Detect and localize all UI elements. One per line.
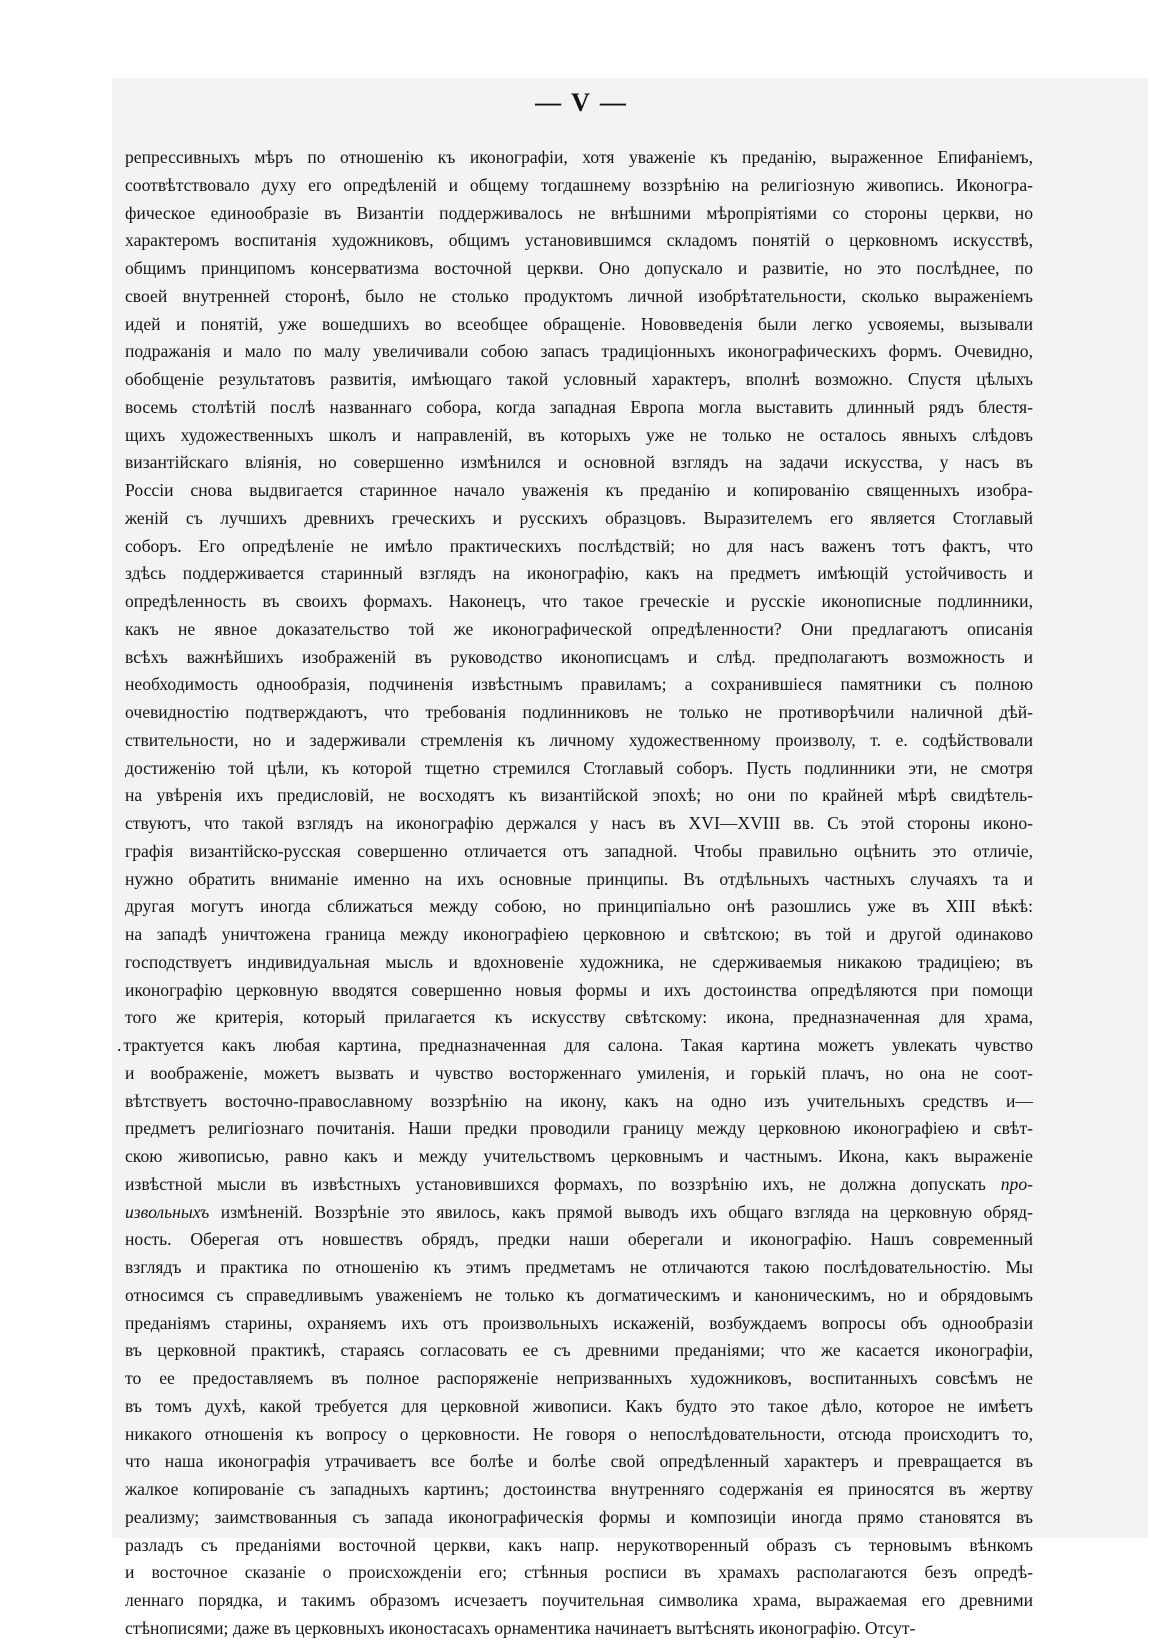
text-line: соотвѣтствовало духу его опредѣленій и общему тогдашнему воззрѣнію на религіозную живопись. Иконогра- <box>125 174 1033 195</box>
text-line: стѣнописями; даже въ церковныхъ иконостасахъ орнаментика начинаетъ вытѣснять иконографію. Отсут- <box>125 1617 916 1638</box>
text-line <box>125 1171 1033 1199</box>
text-line: преданіямъ старины, охраняемъ ихъ отъ произвольныхъ искаженій, возбуждаемъ вопросы объ однообразіи <box>125 1312 1033 1333</box>
text-line: какъ не явное доказательство той же иконографической опредѣленности? Они предлагаютъ описанія <box>125 618 1033 639</box>
text-line: относимся съ справедливымъ уваженіемъ не только къ догматическимъ и каноническимъ, но и обрядовымъ <box>125 1284 1033 1305</box>
text-line: никакого отношенія къ вопросу о церковности. Не говоря о непослѣдовательности, отсюда происходитъ то, <box>125 1423 1033 1444</box>
text-line: графія византійско-русская совершенно отличается отъ западной. Чтобы правильно оцѣнить это отличіе, <box>125 840 1033 861</box>
text-line: на увѣренія ихъ предисловій, не восходятъ къ византійской эпохѣ; но они по крайней мѣрѣ свидѣтель- <box>125 785 1033 806</box>
text-line: скою живописью, равно какъ и между учительствомъ церковнымъ и частнымъ. Икона, какъ выраженіе <box>125 1146 1033 1166</box>
text-line: опредѣленность въ своихъ формахъ. Наконецъ, что такое греческіе и русскіе иконописные подлинники, <box>125 591 1033 611</box>
text-line: репрессивныхъ мѣръ по отношенію къ иконографіи, хотя уваженіе къ преданію, выраженное Епифаніемъ, <box>125 147 1033 167</box>
text-line: женій съ лучшихъ древнихъ греческихъ и русскихъ образцовъ. Выразителемъ его является Стоглавый <box>125 507 1033 528</box>
text-line-main: измѣненій. Воззрѣніе это явилось, какъ прямой выводъ ихъ общаго взгляда на церковную обряд- <box>220 1201 1033 1222</box>
text-line: въ томъ духѣ, какой требуется для церковной живописи. Какъ будто это такое дѣло, которое не имѣетъ <box>125 1395 1033 1416</box>
text-line: вѣтствуетъ восточно-православному воззрѣнію на икону, какъ на одно изъ учительныхъ средствъ и— <box>125 1090 1033 1111</box>
text-line: ствительности, но и задерживали стремленія къ личному художественному произволу, т. е. содѣйствовали <box>125 729 1033 750</box>
text-line: общимъ принципомъ консерватизма восточной церкви. Оно допускало и развитіе, но это послѣднее, по <box>125 258 1033 278</box>
text-line: того же критерія, который прилагается къ искусству свѣтскому: икона, предназначенная для храма, <box>125 1007 1033 1028</box>
text-line: леннаго порядка, и такимъ образомъ исчезаетъ поучительная символика храма, выражаемая его древними <box>125 1590 1033 1610</box>
text-line: достиженію той цѣли, къ которой тщетно стремился Стоглавый соборъ. Пусть подлинники эти, не смотря <box>125 757 1033 778</box>
text-line: обобщеніе результатовъ развитія, имѣющаго такой условный характеръ, вполнѣ возможно. Спустя цѣлыхъ <box>125 369 1033 389</box>
text-line: здѣсь поддерживается старинный взглядъ на иконографію, какъ на предметъ имѣющій устойчивость и <box>125 563 1033 584</box>
text-line: идей и понятій, уже вошедшихъ во всеобщее обращеніе. Нововведенія были легко усвояемы, вызывали <box>125 313 1033 334</box>
text-line: реализму; заимствованныя съ запада иконографическія формы и композиціи иногда прямо становятся въ <box>125 1506 1033 1527</box>
text-line: подражанія и мало по малу увеличивали собою запасъ традиціонныхъ иконографическихъ формъ. Очевидно, <box>125 341 1033 362</box>
text-line: господствуетъ индивидуальная мысль и вдохновеніе художника, не сдерживаемыя никакою традиціею; въ <box>125 951 1033 972</box>
text-line: жалкое копированіе съ западныхъ картинъ; достоинства внутренняго содержанія ея приносятся въ жертву <box>125 1479 1033 1499</box>
text-line: фическое единообразіе въ Византіи поддерживалось не внѣшними мѣропріятіями со стороны церкви, но <box>125 202 1033 223</box>
text-line: что наша иконографія утрачиваетъ все болѣе и болѣе свой опредѣленный характеръ и превращается въ <box>125 1451 1033 1472</box>
text-line: въ церковной практикѣ, стараясь согласовать ее съ древними преданіями; что же касается иконографіи, <box>125 1340 1033 1361</box>
text-line: Россіи снова выдвигается старинное начало уваженія къ преданію и копированію священныхъ изобра- <box>125 480 1033 500</box>
text-line: иконографію церковную вводятся совершенно новыя формы и ихъ достоинства опредѣляются при помощи <box>125 979 1033 1000</box>
page-number: — V — <box>535 88 628 117</box>
text-line: предметъ религіознаго почитанія. Наши предки проводили границу между церковною иконографіею и свѣт- <box>125 1118 1033 1139</box>
text-line: характеромъ воспитанія художниковъ, общимъ установившимся складомъ понятій о церковномъ искусствѣ, <box>125 230 1033 251</box>
text-line: другая могутъ иногда сближаться между собою, но принципіально онѣ разошлись уже въ XIII вѣкѣ: <box>125 896 1033 917</box>
text-line: и воображеніе, можетъ вызвать и чувство восторженнаго умиленія, и горькій плачъ, но она не соот- <box>125 1062 1033 1083</box>
text-line: очевидностію подтверждаютъ, что требованія подлинниковъ не только не противорѣчили наличной дѣй- <box>125 702 1033 722</box>
text-line: восемь столѣтій послѣ названнаго собора, когда западная Европа могла выставить длинный рядъ блестя- <box>125 396 1033 417</box>
text-line: нужно обратить вниманіе именно на ихъ основные принципы. Въ отдѣльныхъ частныхъ случаяхъ та и <box>125 868 1033 889</box>
text-line: взглядъ и практика по отношенію къ этимъ предметамъ не отличаются такою послѣдовательностію. Мы <box>125 1257 1033 1277</box>
text-line: соборъ. Его опредѣленіе не имѣло практическихъ послѣдствій; но для насъ важенъ тотъ фактъ, что <box>125 535 1033 556</box>
text-line: всѣхъ важнѣйшихъ изображеній въ руководство иконописцамъ и слѣд. предполагаютъ возможность и <box>125 646 1033 667</box>
text-line-main: извѣстной мысли въ извѣстныхъ установившихся формахъ, по воззрѣнію ихъ, не должна допускать <box>125 1173 986 1194</box>
text-line: на западѣ уничтожена граница между иконографіею церковною и свѣтскою; въ той и другой одинаково <box>125 924 1033 944</box>
italic-word: извольныхъ <box>125 1201 210 1222</box>
text-line: ствуютъ, что такой взглядъ на иконографію держался у насъ въ XVI—XVIII вв. Съ этой стороны иконо- <box>125 813 1033 833</box>
text-line: разладъ съ преданіями восточной церкви, какъ напр. нерукотворенный образъ съ терновымъ вѣнкомъ <box>125 1534 1033 1555</box>
text-line: своей внутренней сторонѣ, было не столько продуктомъ личной изобрѣтательности, сколько выраженіемъ <box>125 285 1033 306</box>
text-line: щихъ художественныхъ школъ и направленій, въ которыхъ уже не только не осталось явныхъ слѣдовъ <box>125 424 1033 445</box>
text-line <box>125 1199 1033 1227</box>
body-text <box>125 144 1033 1643</box>
italic-word: про- <box>1000 1173 1033 1194</box>
text-line: византійскаго вліянія, но совершенно измѣнился и основной взглядъ на задачи искусства, у насъ въ <box>125 452 1033 473</box>
text-line: и восточное сказаніе о происхожденіи его; стѣнныя росписи въ храмахъ располагаются безъ опредѣ- <box>125 1562 1033 1583</box>
text-line: ность. Оберегая отъ новшествъ обрядъ, предки наши оберегали и иконографію. Нашъ современный <box>125 1229 1033 1250</box>
text-line: то ее предоставляемъ въ полное распоряженіе непризванныхъ художниковъ, воспитанныхъ совсѣмъ не <box>125 1368 1033 1388</box>
text-line: необходимость однообразія, подчиненія извѣстнымъ правиламъ; а сохранившіеся памятники съ полною <box>125 674 1033 695</box>
text-line: . трактуется какъ любая картина, предназначенная для салона. Такая картина можетъ увлекать чувство <box>125 1032 1033 1060</box>
